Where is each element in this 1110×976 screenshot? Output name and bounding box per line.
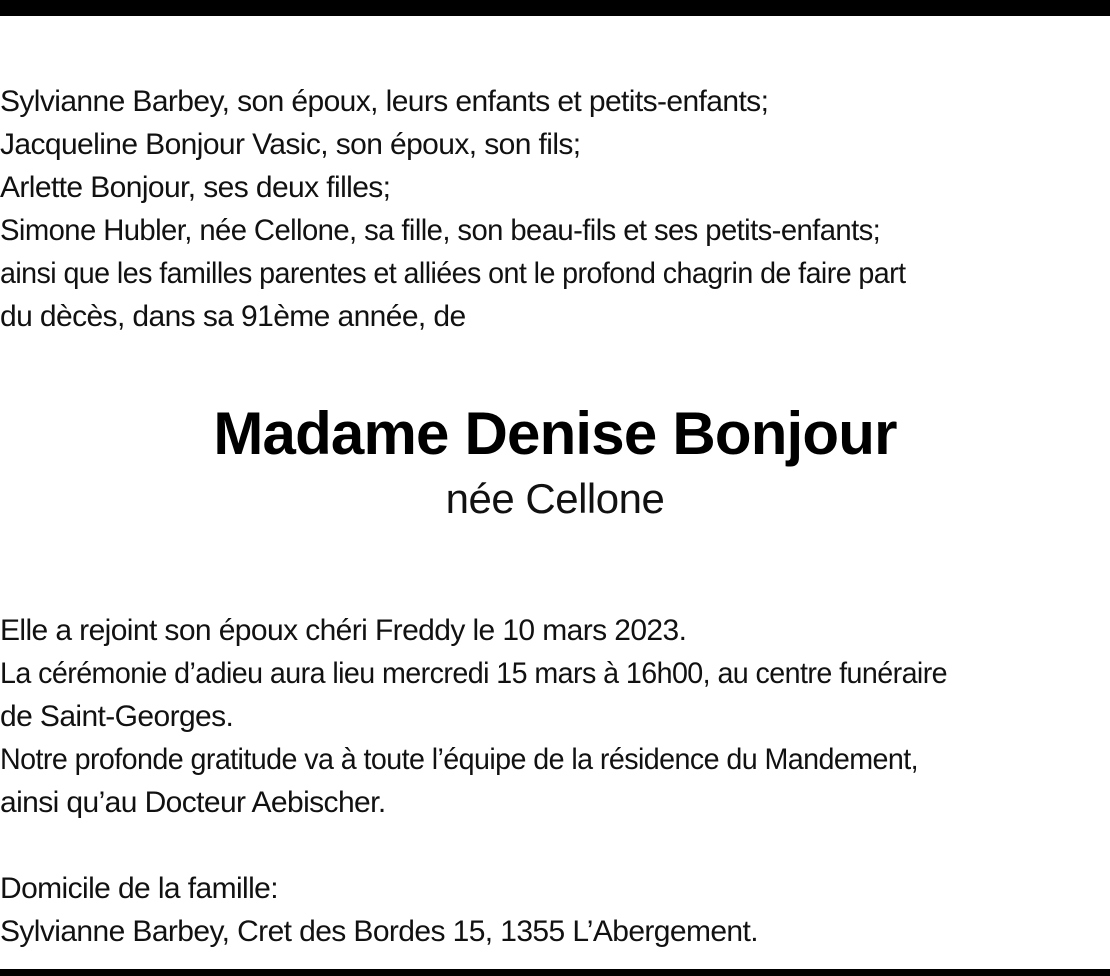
family-domicile: [0, 867, 1110, 953]
ceremony-details: [0, 609, 1110, 824]
deceased-heading: [0, 398, 1110, 524]
top-border-rule: [0, 0, 1110, 16]
details-line: Notre profonde gratitude va à toute l’équipe de la résidence du Mandement,: [0, 743, 919, 776]
details-line: Elle a rejoint son époux chéri Freddy le 10 mars 2023.: [0, 614, 687, 647]
domicile-address: Sylvianne Barbey, Cret des Bordes 15, 1355 L’Abergement.: [0, 915, 758, 948]
bottom-border-rule: [0, 969, 1110, 976]
details-line: de Saint-Georges.: [0, 700, 234, 733]
deceased-name: Madame Denise Bonjour: [213, 400, 897, 467]
announcement-line: Arlette Bonjour, ses deux filles;: [0, 171, 391, 204]
announcement-line: Jacqueline Bonjour Vasic, son époux, son fils;: [0, 128, 581, 161]
announcement-line: Sylvianne Barbey, son époux, leurs enfants et petits-enfants;: [0, 85, 769, 118]
announcement-line: Simone Hubler, née Cellone, sa fille, son beau-fils et ses petits-enfants;: [0, 214, 881, 247]
family-announcement: [0, 80, 1110, 338]
details-line: La cérémonie d’adieu aura lieu mercredi 15 mars à 16h00, au centre funéraire: [0, 657, 948, 690]
maiden-name: née Cellone: [445, 475, 665, 522]
details-line: ainsi qu’au Docteur Aebischer.: [0, 786, 386, 819]
announcement-line: du dècès, dans sa 91ème année, de: [0, 300, 466, 333]
announcement-line: ainsi que les familles parentes et alliées ont le profond chagrin de faire part: [0, 257, 906, 290]
domicile-label: Domicile de la famille:: [0, 872, 278, 905]
